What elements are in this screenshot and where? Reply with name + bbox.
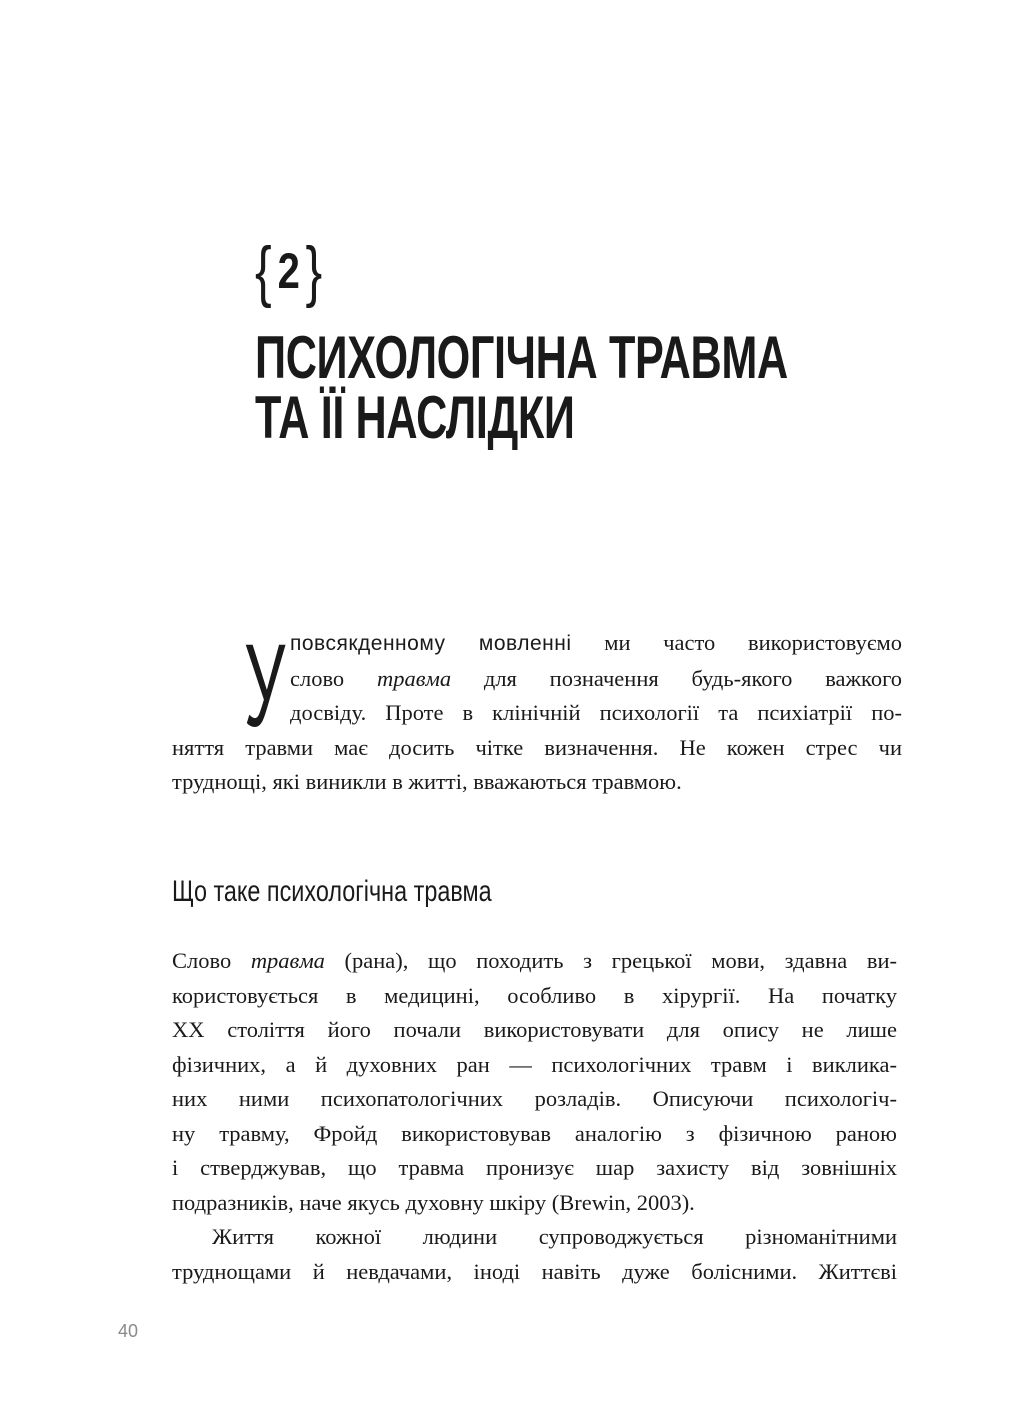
body-line: користовується в медицині, особливо в хірургії. На початку [172,982,897,1008]
body-line: XX століття його почали використовувати для опису не лише [172,1017,897,1042]
drop-cap: У [244,620,286,752]
intro-line: слово травма для позначення будь-якого важкого [290,665,903,691]
close-brace: } [305,233,322,309]
intro-line: труднощі, які виникли в житті, вважаються травмою. [172,769,682,794]
intro-line: няття травми має досить чітке визначення. Не кожен стрес чи [172,734,902,760]
chapter-title-line-1: ПСИХОЛОГІЧНА ТРАВМА [255,324,788,391]
body-text [172,944,897,1289]
open-brace: { [255,233,271,309]
emphasis-term: травма [250,948,325,973]
body-line: подразників, наче якусь духовну шкіру (Brewin, 2003). [172,1189,695,1215]
chapter-number-value: 2 [277,243,299,299]
chapter-title-line-2: ТА ЇЇ НАСЛІДКИ [255,384,575,451]
intro-paragraph [172,620,903,800]
intro-lead-words: повсякденному мовленні [290,632,572,655]
intro-line: повсякденному мовленні ми часто використовуємо [290,630,902,655]
intro-line: досвіду. Проте в клінічній психології та психіатрії по- [290,700,902,725]
body-line: Слово травма (рана), що походить з грецької мови, здавна ви- [172,948,897,973]
body-line: ну травму, Фройд використовував аналогію з фізичною раною [172,1120,897,1146]
body-line: труднощами й невдачами, іноді навіть дуже болісними. Життєві [172,1258,897,1284]
body-line: них ними психопатологічних розладів. Описуючи психологіч- [172,1086,897,1111]
chapter-title [255,324,788,451]
page-number: 40 [118,1321,139,1341]
body-line: і стверджував, що травма пронизує шар захисту від зовнішніх [172,1155,897,1180]
emphasis-term: травма [376,665,452,691]
body-line: Життя кожної людини супроводжується різноманітними [212,1224,897,1249]
chapter-number [255,233,322,309]
section-heading: Що таке психологічна травма [172,875,492,908]
body-line: фізичних, а й духовних ран — психологічних травм і виклика- [172,1051,897,1077]
